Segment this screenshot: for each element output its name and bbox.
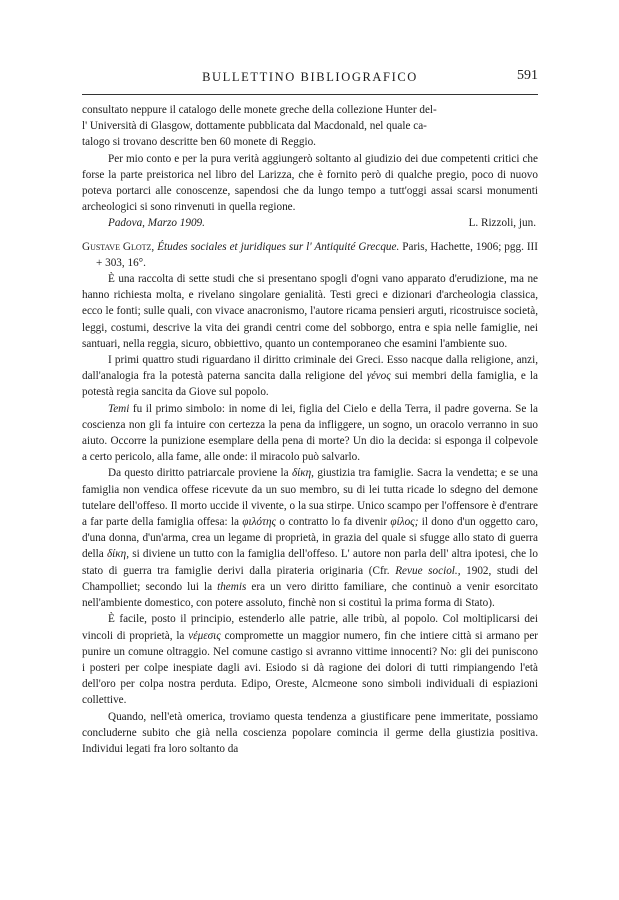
review1-paragraph: Per mio conto e per la pura verità aggiungerò soltanto al giudizio dei due competenti critici che forse la parte preistorica nel libro del Larizza, che è fornito però di qualche pregio, poco di nuovo poteva portarci alle conoscenze, sapendosi che da lungo tempo a tutt'oggi assai scarsi monumenti archeologici si sono rinvenuti in quella regione. — [82, 152, 538, 214]
greek-term: γένος — [366, 370, 391, 383]
review2-author: Gustave Glotz, — [82, 240, 155, 253]
review2-paragraph-2: I primi quattro studi riguardano il diritto criminale dei Greci. Esso nacque dalla religione, anzi, dall'analogia fra la potestà paterna sancita dalla religione del γένος sui membri della famiglia, e la potestà regia sancita da Giove sul popolo. — [82, 354, 538, 399]
header-rule — [82, 94, 538, 95]
review1-continuation: consultato neppure il catalogo delle monete greche della collezione Hunter del- l' Università di Glasgow, dottamente pubblicata dal Macdonald, nel quale ca- talogo si trovano descritte ben 60 monete di Reggio. — [82, 104, 437, 149]
review2-bibliographic-entry — [82, 239, 538, 271]
article-body — [82, 102, 538, 757]
signature-place-date: Padova, Marzo 1909. — [108, 217, 205, 230]
greek-term: δίκη, — [106, 548, 129, 561]
running-title: BULLETTINO BIBLIOGRAFICO — [202, 70, 418, 84]
review2-paragraph-4: Da questo diritto patriarcale proviene la δίκη, giustizia tra famiglie. Sacra la vendetta; e se una famiglia non vendica offese ricevute da un suo membro, su di lei tutta ricade lo sdegno del demone tutelare dell'offeso. Il morto uccide il vivente, o la sua stirpe. Unico scampo per l'offensore è d'entrare a far parte della famiglia offesa: la φιλότης o contratto lo fa divenir φίλος; il dono d'un oggetto caro, d'una donna, d'un'arma, crea un legame di proprietà, in grazia del quale si sfugge allo stato di guerra della δίκη, si diviene un tutto con la famiglia dell'offeso. L' autore non parla dell' altra ipotesi, che lo stato di guerra tra famiglie derivi dalla pirateria originaria (Cfr. Revue sociol., 1902, studi del Champolliet; secondo lui la themis era un vero diritto familiare, che continuò a venir esorcitato nell'ambiente domestico, con potere assoluto, finchè non si costituì la prima forma di Stato). — [82, 467, 539, 610]
review2-paragraph-1: È una raccolta di sette studi che si presentano spogli d'ogni vano apparato d'erudizione, ma ne hanno richiesta molta, e rivelano singolare genialità. Testi greci e dizionari d'archeologia classica, ecco le fonti; sulle quali, con vivace anacronismo, l'autore ricama pensieri arguti, ricostruisce società, leggi, costumi, descrive la vita dei grandi centri come del sobborgo, entra e spia nelle famiglie, nei santuari, nella reggia, sicuro, obbiettivo, quanto un contemporaneo che esamini l'ambiente suo. — [82, 273, 538, 350]
greek-term: δίκη, — [291, 467, 314, 480]
signature-author: L. Rizzoli, jun. — [468, 217, 536, 230]
greek-term: φιλότης — [242, 516, 277, 529]
review2-paragraph-5: È facile, posto il principio, estenderlo alle patrie, alle tribù, al popolo. Col moltiplicarsi dei vincoli di proprietà, la νέμεσις compromette un maggior numero, fin che intiere città si armano per punire un comune oltraggio. Nel comune castigo si avranno vittime innocenti? No: gli dei puniscono i posteri per colpe inespiate dagli avi. Esiodo si dà ragione dei dolori di tutti rimpiangendo l'età dell'oro per colpa nostra perduta. Edipo, Oreste, Alcmeone sono simboli individuali di espiazioni collettive. — [82, 613, 539, 707]
review2-paragraph-6: Quando, nell'età omerica, troviamo questa tendenza a giustificare pene immeritate, possiamo concluderne subito che già nella coscienza popolare comincia il germe della giustizia positiva. Individui legati fra loro soltanto da — [82, 710, 538, 755]
page-header — [82, 70, 538, 88]
greek-term: νέμεσις — [188, 629, 221, 642]
page-number: 591 — [517, 68, 538, 83]
greek-term: φίλος; — [390, 516, 419, 529]
review2-title: Études sociales et juridiques sur l' Antiquité Grecque. — [157, 240, 400, 253]
review2-imprint: Paris, Hachette, 1906; pgg. III + 303, 16°. — [96, 240, 539, 269]
review2-paragraph-3: Temi fu il primo simbolo: in nome di lei, figlia del Cielo e della Terra, il padre governa. Se la coscienza non gli fa intuire con certezza la pena da infliggere, un sogno, un oracolo verranno in suo aiuto. Occorre la punizione esemplare della pena di morte? Un dio la decida: si esponga il colpevole a certo pericolo, alla fame, alle onde: il miracolo può salvarlo. — [82, 402, 539, 464]
review1-signature — [82, 215, 538, 231]
